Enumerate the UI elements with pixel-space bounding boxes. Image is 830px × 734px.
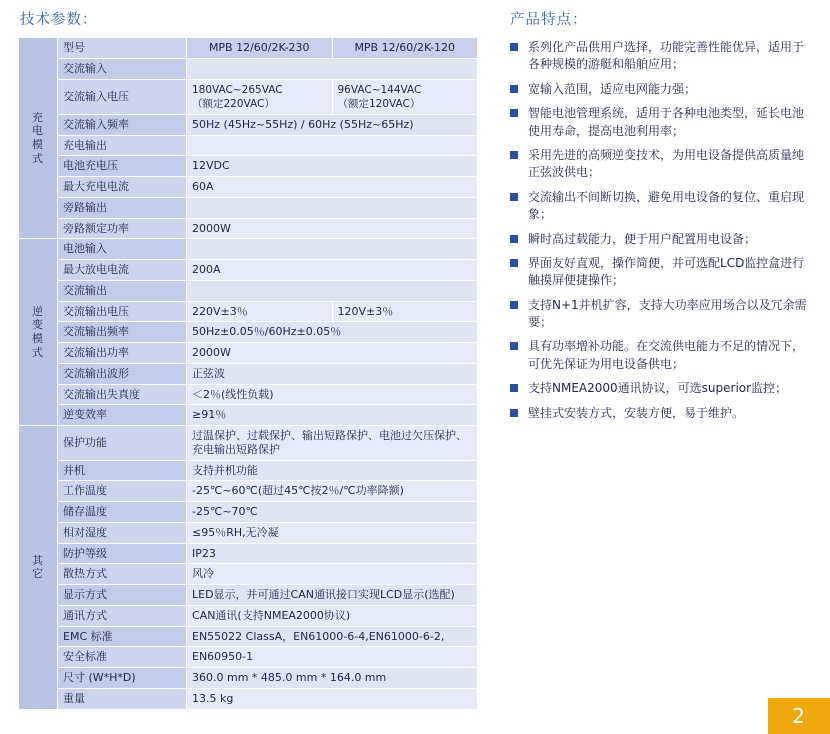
row-value: LED显示，并可通过CAN通讯接口实现LCD显示(选配) [187,585,478,606]
row-label: EMC 标准 [58,626,187,647]
feature-text: 支持NMEA2000通讯协议，可选superior监控； [528,381,788,396]
table-row [19,363,478,384]
spec-table [18,37,478,710]
table-row [19,218,478,239]
row-value [187,239,478,260]
row-value: 200A [187,260,478,281]
row-label: 通讯方式 [58,605,187,626]
feature-text: 系列化产品供用户选择，功能完善性能优异，适用于各种规模的游艇和船舶应用； [528,40,805,72]
row-label: 交流输出波形 [58,363,187,384]
row-label: 防护等级 [58,543,187,564]
ac-in-voltage-120: 96VAC~144VAC （额定120VAC） [337,83,422,110]
square-bullet-icon [510,301,518,309]
row-label: 工作温度 [58,481,187,502]
row-label: 交流输出频率 [58,322,187,343]
feature-text: 壁挂式安装方式，安装方便，易于维护。 [528,405,745,420]
list-item [510,105,815,140]
row-value: 2000W [187,343,478,364]
row-value-120 [332,79,478,114]
row-value [187,58,478,79]
spec-title: 技术参数： [20,12,98,28]
feature-text: 支持N+1并机扩容，支持大功率应用场合以及冗余需要； [528,297,807,330]
list-item [510,39,815,74]
row-value [187,197,478,218]
feature-text: 宽输入范围，适应电网能力强； [528,81,697,96]
table-row [19,197,478,218]
row-label: 交流输入电压 [58,79,187,114]
square-bullet-icon [510,409,518,417]
row-label: 保护功能 [58,426,187,461]
row-value: EN60950-1 [187,647,478,668]
row-label: 旁路额定功率 [58,218,187,239]
row-label: 最大充电电流 [58,177,187,198]
square-bullet-icon [510,43,518,51]
row-value: CAN通讯(支持NMEA2000协议) [187,605,478,626]
row-label: 电池输入 [58,239,187,260]
row-value: 13.5 kg [187,688,478,709]
row-value: ≥91％ [187,405,478,426]
row-label: 交流输入 [58,58,187,79]
table-row [19,135,478,156]
row-label: 重量 [58,688,187,709]
list-item [510,338,815,373]
table-row [19,79,478,114]
row-label: 安全标准 [58,647,187,668]
row-value: 支持并机功能 [187,460,478,481]
square-bullet-icon [510,85,518,93]
row-value: ＜2％(线性负载) [187,384,478,405]
row-value: 360.0 mm * 485.0 mm * 164.0 mm [187,668,478,689]
square-bullet-icon [510,193,518,201]
row-value: 风冷 [187,564,478,585]
list-item [510,189,815,224]
category-charge: 充 电 模 式 [19,38,58,239]
square-bullet-icon [510,109,518,117]
row-value [187,135,478,156]
row-value-120: 120V±3％ [332,301,478,322]
row-value [187,280,478,301]
list-item [510,297,815,332]
row-label: 交流输出失真度 [58,384,187,405]
feature-text: 智能电池管理系统，适用于各种电池类型，延长电池使用寿命，提高电池利用率； [528,106,805,138]
page-number: 2 [792,704,806,728]
table-row [19,522,478,543]
table-row [19,343,478,364]
spec-section [18,0,488,710]
table-row [19,502,478,523]
row-value: 12VDC [187,156,478,177]
square-bullet-icon [510,151,518,159]
table-row [19,38,478,59]
table-row [19,481,478,502]
row-label: 相对湿度 [58,522,187,543]
square-bullet-icon [510,235,518,243]
category-invert: 逆 变 模 式 [19,239,58,426]
row-label: 交流输出功率 [58,343,187,364]
feature-text: 界面友好直观，操作简便，并可选配LCD监控盒进行触摸屏便捷操作； [528,255,805,288]
row-label: 充电输出 [58,135,187,156]
row-label: 电池充电压 [58,156,187,177]
table-row [19,626,478,647]
row-label: 储存温度 [58,502,187,523]
row-label: 旁路输出 [58,197,187,218]
feature-text: 采用先进的高频逆变技术，为用电设备提供高质量纯正弦波供电； [528,147,805,180]
ac-in-voltage-230: 180VAC~265VAC （额定220VAC） [192,83,283,110]
row-value: -25℃~70℃ [187,502,478,523]
feature-text: 瞬时高过载能力，便于用户配置用电设备； [528,231,757,246]
square-bullet-icon [510,259,518,267]
model-120: MPB 12/60/2K-120 [332,38,478,59]
features-list [510,39,815,422]
row-value: IP23 [187,543,478,564]
row-label: 型号 [58,38,187,59]
row-label: 显示方式 [58,585,187,606]
row-label: 交流输出 [58,280,187,301]
list-item [510,380,815,397]
row-label: 散热方式 [58,564,187,585]
category-other: 其 它 [19,426,58,710]
table-row [19,688,478,709]
table-row [19,460,478,481]
table-row [19,543,478,564]
row-value: 50Hz (45Hz~55Hz) / 60Hz (55Hz~65Hz) [187,114,478,135]
table-row [19,239,478,260]
table-row [19,647,478,668]
row-label: 尺寸 (W*H*D) [58,668,187,689]
row-value-230: 220V±3％ [187,301,333,322]
row-value: 正弦波 [187,363,478,384]
row-label: 最大放电电流 [58,260,187,281]
model-230: MPB 12/60/2K-230 [187,38,333,59]
row-label: 逆变效率 [58,405,187,426]
list-item [510,147,815,182]
feature-text: 交流输出不间断切换，避免用电设备的复位、重启现象； [528,189,805,222]
row-value: EN55022 ClassA，EN61000-6-4,EN61000-6-2, [187,626,478,647]
table-row [19,260,478,281]
square-bullet-icon [510,342,518,350]
row-value: 60A [187,177,478,198]
row-label: 交流输出电压 [58,301,187,322]
row-value-230 [187,79,333,114]
page-number-badge [768,698,830,734]
features-section [510,0,815,429]
list-item [510,81,815,98]
table-row [19,114,478,135]
table-row [19,280,478,301]
list-item [510,405,815,422]
table-row [19,605,478,626]
feature-text: 具有功率增补功能。在交流供电能力不足的情况下，可优先保证为用电设备供电； [528,339,805,371]
row-value: ≤95％RH,无冷凝 [187,522,478,543]
row-label: 交流输入频率 [58,114,187,135]
table-row [19,384,478,405]
table-row [19,58,478,79]
table-row [19,668,478,689]
row-value: -25℃~60℃(超过45℃按2％/℃功率降额) [187,481,478,502]
table-row [19,426,478,461]
list-item [510,231,815,248]
row-value: 过温保护、过载保护、输出短路保护、电池过欠压保护、充电输出短路保护 [187,426,478,461]
table-row [19,156,478,177]
table-row [19,405,478,426]
table-row [19,177,478,198]
features-title: 产品特点： [510,12,588,28]
table-row [19,322,478,343]
row-value: 50Hz±0.05％/60Hz±0.05％ [187,322,478,343]
table-row [19,564,478,585]
table-row [19,585,478,606]
square-bullet-icon [510,384,518,392]
row-value: 2000W [187,218,478,239]
list-item [510,255,815,290]
table-row [19,301,478,322]
row-label: 并机 [58,460,187,481]
